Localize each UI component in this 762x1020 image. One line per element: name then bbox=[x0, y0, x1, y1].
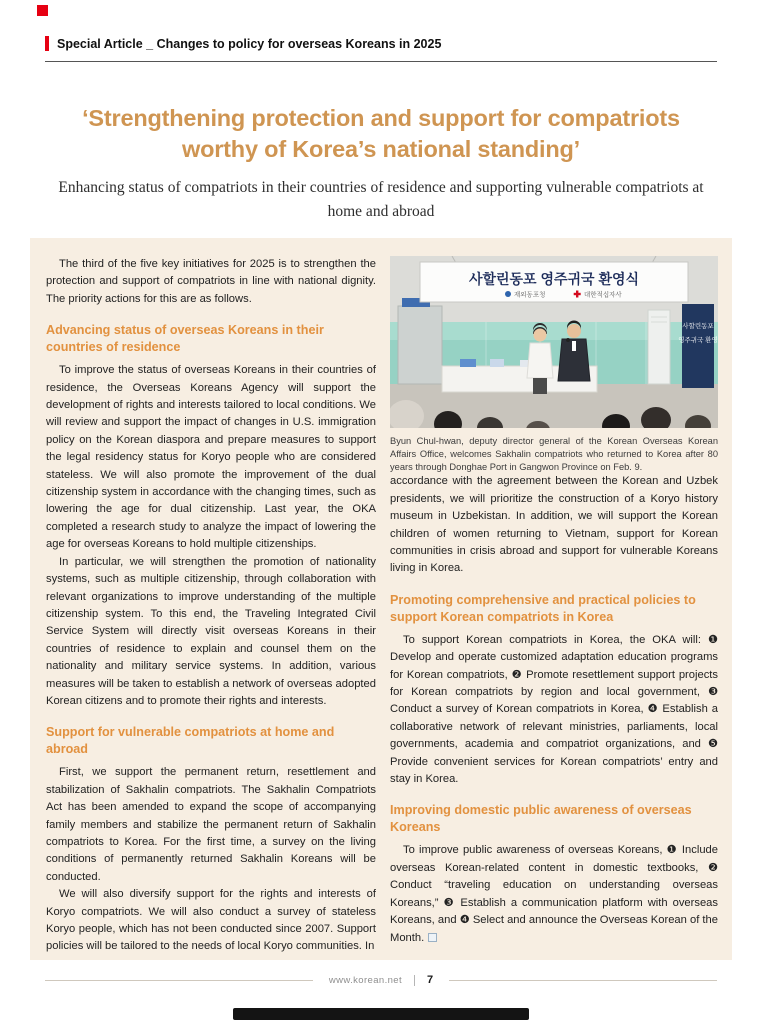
section-kicker bbox=[45, 36, 441, 51]
left-column bbox=[46, 256, 376, 956]
paragraph: In particular, we will strengthen the promotion of nationality systems, such as multiple citizenship, through collaboration with relevant organizations to improve understanding of the multiple citizenship system. To this end, the Traveling Integrated Civil Service System will directly visit overseas Koreans in their countries of residence to explain and counsel them on the nationality and military service systems. In addition, various measures will be taken to establish a network of overseas adopted Korean citizens and to promote their rights and interests. bbox=[46, 555, 376, 707]
section-heading-practical-policies: Promoting comprehensive and practical policies to support Korean compatriots in Korea bbox=[390, 592, 696, 624]
kicker-accent-bar bbox=[45, 36, 49, 51]
paragraph: To improve the status of overseas Koreans in their countries of residence, the Overseas Koreans Agency will support the development of rights and interests tailored to local conditions. We will review and support the impact of changes in U.S. immigration policy on the Korean diaspora and prepare measures to support the legal residency status for Koryo people who are considered stateless. We will also promote the improvement of the dual citizenship system in accordance with the changing times, such as lowering the age for dual citizenship. Last year, the OKA completed a research study to analyze the impact of lowering the age for overseas Koreans to hold multiple citizenships. bbox=[46, 364, 376, 551]
side-banner-line2: 영주귀국 환영 bbox=[678, 337, 718, 344]
kicker-rule bbox=[45, 61, 717, 62]
page-footer bbox=[45, 974, 717, 986]
air-conditioner bbox=[648, 310, 670, 384]
end-mark-icon bbox=[428, 933, 437, 942]
corner-accent-square bbox=[37, 5, 48, 16]
banner-title-text: 사할린동포 영주귀국 환영식 bbox=[468, 271, 640, 287]
section-heading-advancing-status: Advancing status of overseas Koreans in their countries of residence bbox=[46, 323, 324, 355]
article-title-line2: worthy of Korea’s national standing’ bbox=[182, 136, 580, 162]
photo-caption: Byun Chul-hwan, deputy director general of the Korean Overseas Korean Affairs Office, welcomes Sakhalin compatriots who returned to Korea after 80 years through Donghae Port in Gangwon Province on Feb. 9. bbox=[390, 436, 718, 472]
section-heading-vulnerable-compatriots: Support for vulnerable compatriots at home and abroad bbox=[46, 725, 335, 757]
bottom-edge-bar bbox=[233, 1008, 529, 1020]
footer-separator bbox=[414, 975, 415, 986]
article-title bbox=[0, 103, 762, 165]
footer-rule-right bbox=[449, 980, 717, 981]
welcome-banner bbox=[420, 256, 688, 302]
kicker-text: Special Article _ Changes to policy for overseas Koreans in 2025 bbox=[57, 36, 442, 51]
side-banner bbox=[678, 304, 717, 388]
banner-org2-text: 대한적십자사 bbox=[584, 291, 622, 299]
paragraph: We will also diversify support for the rights and interests of Koryo compatriots. We will also conduct a survey of stateless Koryo people, which has not been conducted since 2007. Support policies will be tailored to the needs of local Koryo communities. In bbox=[46, 888, 376, 953]
oka-logo-icon bbox=[505, 291, 511, 297]
banner-org1-text: 재외동포청 bbox=[514, 291, 546, 299]
section-heading-public-awareness: Improving domestic public awareness of overseas Koreans bbox=[390, 803, 692, 835]
side-banner-line1: 사할린동포 bbox=[682, 323, 714, 330]
paragraph: First, we support the permanent return, resettlement and stabilization of Sakhalin compatriots. The Sakhalin Compatriots Act has been amended to expand the scope of accompanying family members and stabilize the permanent return of Sakhalin compatriots to Korea. For the first time, a survey on the living conditions of permanently returned Sakhalin Koreans will be conducted. bbox=[46, 766, 376, 883]
paragraph bbox=[390, 842, 718, 946]
right-column bbox=[390, 256, 718, 947]
footer-rule-left bbox=[45, 980, 313, 981]
footer-site-url: www.korean.net bbox=[328, 974, 403, 986]
intro-paragraph: The third of the five key initiatives for 2025 is to strengthen the protection and support of compatriots in line with national dignity. The priority actions for this are as follows. bbox=[46, 258, 376, 305]
page-number: 7 bbox=[427, 974, 434, 986]
paragraph: To support Korean compatriots in Korea, the OKA will: ❶ Develop and operate customized adaptation education programs for Korean compatriots, ❷ Promote resettlement support projects for Korean compatriots by region and local government, ❸ Conduct a survey of Korean compatriots in Korea, ❹ Establish a collaborative network of relevant ministries, parliaments, local governments, academia and compatriot organizations, and ❺ Provide convenient services for Korean compatriots’ entry and stay in Korea. bbox=[390, 633, 718, 786]
door bbox=[398, 306, 442, 384]
article-subtitle: Enhancing status of compatriots in their countries of residence and supporting vulnerable compatriots at home and abroad bbox=[58, 179, 704, 220]
microphone-icon bbox=[566, 338, 570, 342]
continuation-paragraph: accordance with the agreement between the Korean and Uzbek presidents, we will prioritize the construction of a Koryo history museum in Uzbekistan. In addition, we will support the Korean children of women returning to Vietnam, support for Korean communities in crisis abroad and support for vulnerable Koreans living in Korea. bbox=[390, 475, 718, 575]
article-title-line1: ‘Strengthening protection and support for compatriots bbox=[82, 105, 680, 131]
event-photo bbox=[390, 256, 718, 428]
paragraph-text: To improve public awareness of overseas Koreans, ❶ Include overseas Korean-related content in domestic textbooks, ❷ Conduct “traveling education on understanding overseas Koreans,” ❸ Establish a communication platform with overseas Koreans, and ❹ Select and announce the Overseas Korean of the Month. bbox=[390, 844, 718, 944]
